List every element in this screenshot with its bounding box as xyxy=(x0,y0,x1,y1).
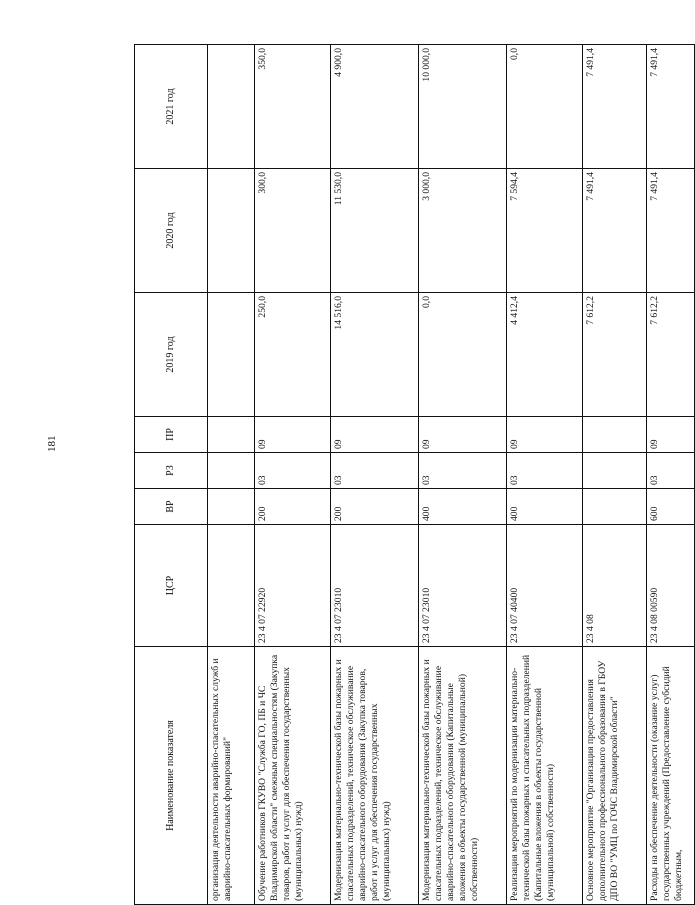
cell-csr: 23 4 07 40400 xyxy=(507,525,583,647)
table-row xyxy=(507,45,583,905)
cell-pr xyxy=(208,417,255,453)
budget-table-container xyxy=(134,45,684,905)
cell-csr: 23 4 07 22920 xyxy=(255,525,331,647)
budget-table xyxy=(134,44,695,905)
cell-pr: 09 xyxy=(419,417,507,453)
cell-rz: 03 xyxy=(331,453,419,489)
cell-csr: 23 4 08 xyxy=(583,525,647,647)
header-2019: 2019 год xyxy=(135,293,208,417)
cell-2019: 0,0 xyxy=(419,293,507,417)
cell-pr: 09 xyxy=(255,417,331,453)
table-row xyxy=(647,45,695,905)
cell-name: Модернизация материально-технической базы пожарных и спасательных подразделений, техническое обслуживание аварийно-спасательного оборудования (Капитальные вложения в объекты государственной (муниципальной) собственности) xyxy=(419,647,507,905)
cell-2020: 7 491,4 xyxy=(647,169,695,293)
cell-vr: 600 xyxy=(647,489,695,525)
cell-pr: 09 xyxy=(331,417,419,453)
cell-name: Расходы на обеспечение деятельности (оказание услуг) государственных учреждений (Предоставление субсидий бюджетным, xyxy=(647,647,695,905)
cell-2020 xyxy=(208,169,255,293)
cell-2020: 300,0 xyxy=(255,169,331,293)
cell-pr: 09 xyxy=(507,417,583,453)
cell-csr: 23 4 07 23010 xyxy=(419,525,507,647)
cell-name: Основное мероприятие "Организация предоставления дополнительного профессионального образования в ГБОУ ДПО ВО "УМЦ по ГОЧС Владимирской области" xyxy=(583,647,647,905)
cell-rz: 03 xyxy=(419,453,507,489)
cell-2019: 7 612,2 xyxy=(647,293,695,417)
cell-vr: 400 xyxy=(419,489,507,525)
header-vr: ВР xyxy=(135,489,208,525)
cell-name: организация деятельности аварийно-спасательных служб и аварийно-спасательных формирований" xyxy=(208,647,255,905)
header-row xyxy=(135,45,208,905)
cell-2021: 4 900,0 xyxy=(331,45,419,169)
cell-2021: 7 491,4 xyxy=(583,45,647,169)
cell-rz: 03 xyxy=(647,453,695,489)
cell-2020: 3 000,0 xyxy=(419,169,507,293)
header-2021: 2021 год xyxy=(135,45,208,169)
table-row xyxy=(331,45,419,905)
cell-2019: 4 412,4 xyxy=(507,293,583,417)
cell-2021: 350,0 xyxy=(255,45,331,169)
cell-2021: 0,0 xyxy=(507,45,583,169)
cell-vr xyxy=(583,489,647,525)
cell-2021 xyxy=(208,45,255,169)
cell-2020: 11 530,0 xyxy=(331,169,419,293)
cell-csr: 23 4 07 23010 xyxy=(331,525,419,647)
page-number: 181 xyxy=(46,435,58,452)
cell-vr: 400 xyxy=(507,489,583,525)
cell-2019: 14 516,0 xyxy=(331,293,419,417)
cell-2020: 7 594,4 xyxy=(507,169,583,293)
cell-rz: 03 xyxy=(507,453,583,489)
cell-pr xyxy=(583,417,647,453)
cell-csr: 23 4 08 00590 xyxy=(647,525,695,647)
cell-vr xyxy=(208,489,255,525)
cell-name: Обучение работников ГКУВО "Служба ГО, ПБ и ЧС Владимирской области" смежным специальностям (Закупка товаров, работ и услуг для обеспечения государственных (муниципальных) нужд) xyxy=(255,647,331,905)
table-row xyxy=(255,45,331,905)
cell-2020: 7 491,4 xyxy=(583,169,647,293)
cell-2021: 7 491,4 xyxy=(647,45,695,169)
cell-csr xyxy=(208,525,255,647)
cell-2019: 7 612,2 xyxy=(583,293,647,417)
table-row xyxy=(208,45,255,905)
header-pr: ПР xyxy=(135,417,208,453)
cell-2021: 10 000,0 xyxy=(419,45,507,169)
cell-vr: 200 xyxy=(255,489,331,525)
cell-vr: 200 xyxy=(331,489,419,525)
cell-2019 xyxy=(208,293,255,417)
cell-rz xyxy=(583,453,647,489)
cell-2019: 250,0 xyxy=(255,293,331,417)
table-row xyxy=(583,45,647,905)
header-2020: 2020 год xyxy=(135,169,208,293)
cell-rz: 03 xyxy=(255,453,331,489)
cell-name: Реализация мероприятий по модернизации материально-технической базы пожарных и спасательных подразделений (Капитальные вложения в объекты государственной (муниципальной) собственности) xyxy=(507,647,583,905)
header-name: Наименование показателя xyxy=(135,647,208,905)
cell-pr: 09 xyxy=(647,417,695,453)
header-csr: ЦСР xyxy=(135,525,208,647)
cell-rz xyxy=(208,453,255,489)
cell-name: Модернизация материально-технической базы пожарных и спасательных подразделений, техническое обслуживание аварийно-спасательного оборудования (Закупка товаров, работ и услуг для обеспечения государственных (муниципальных) нужд) xyxy=(331,647,419,905)
header-rz: РЗ xyxy=(135,453,208,489)
table-row xyxy=(419,45,507,905)
